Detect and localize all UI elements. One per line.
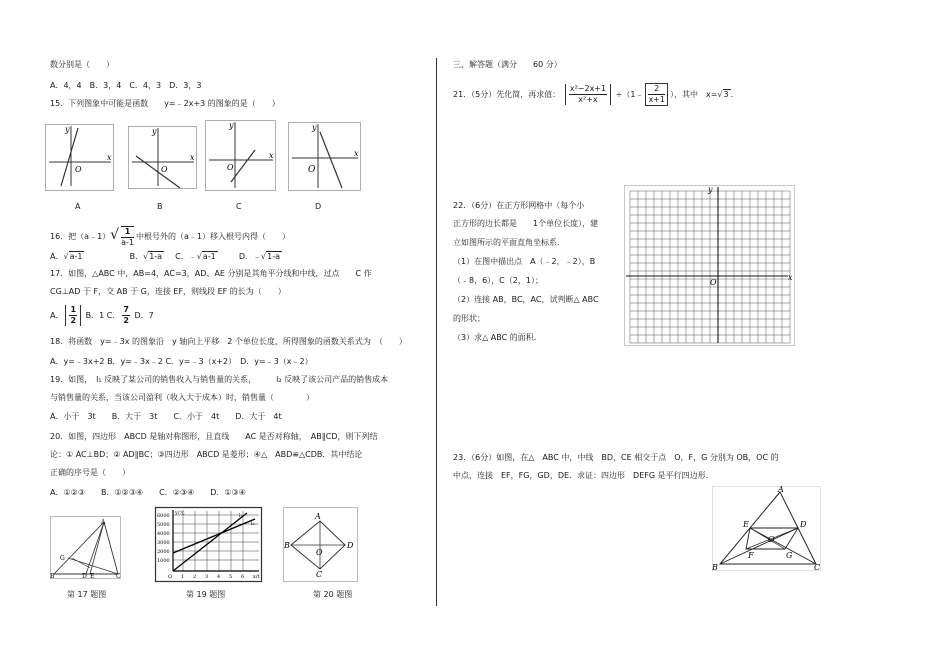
- fig19-xtick: 1: [181, 574, 185, 580]
- q21-value: 3: [723, 90, 729, 99]
- q21-fraction: $\frac{\text{x²−2x+1}}{\text{x²+x}}$: [565, 84, 611, 105]
- q16-opt-a-label: A．: [50, 252, 64, 261]
- fig17-label-d: D: [82, 573, 87, 580]
- q15-graph-b: [128, 122, 198, 192]
- q15-stem: 15．下列图象中可能是函数 y=﹣2x+3 的图象的是（ ）: [50, 99, 280, 108]
- fig20-caption: 第 20 题图: [313, 590, 353, 599]
- fig23-label-e: E: [743, 520, 749, 529]
- fig20-label-o: O: [316, 548, 323, 557]
- q16-den: a-1: [121, 237, 134, 247]
- grid-y-label: y: [708, 185, 713, 194]
- axis-y-label: y: [65, 125, 70, 134]
- origin-label: O: [161, 165, 168, 174]
- column-divider: [436, 58, 437, 606]
- q17-opt-a: A．: [50, 311, 64, 320]
- axis-x-label: x: [107, 153, 112, 162]
- axis-x-label: x: [190, 153, 195, 162]
- q22-line: 正方形的边长都是 1个单位长度），建: [453, 219, 599, 228]
- fig19-ytick: 6000: [157, 513, 170, 519]
- fig19-xtick: 3: [205, 574, 209, 580]
- fig17-label-g: G: [60, 555, 65, 562]
- q17-frac-a: $\frac{1}{2}$: [65, 305, 81, 326]
- q16-opt-b-label: B．: [129, 252, 144, 261]
- fig17-caption: 第 17 题图: [67, 590, 107, 599]
- figure-23: [712, 486, 822, 572]
- fig19-ylabel: y/元: [175, 510, 185, 516]
- axis-y-label: y: [152, 127, 157, 136]
- q20-options: A．①②③ B．①②③④ C．②③④ D．①③④: [50, 488, 246, 497]
- q22-line: （1）在图中描出点 A（﹣2，﹣2），B: [453, 257, 596, 266]
- q22-coordinate-grid: [624, 185, 796, 347]
- q16-opt-a-radicand: a-1: [69, 252, 83, 261]
- q23-line2: 中点，连接 EF，FG，GD，DE．求证：四边形 DEFG 是平行四边形．: [453, 471, 714, 480]
- fig19-line-l1: l₁: [239, 513, 243, 519]
- fig23-label-a: A: [778, 485, 784, 494]
- fig23-label-f: F: [748, 551, 754, 560]
- q15-graph-d: [288, 118, 362, 192]
- fig23-label-g: G: [786, 551, 793, 560]
- fig20-label-b: B: [284, 541, 290, 550]
- fig19-ytick: 5000: [157, 522, 170, 528]
- fig19-xtick: 4: [217, 574, 221, 580]
- q22-line: （3）求△ ABC 的面积．: [453, 333, 542, 342]
- q17-opt-d: D．7: [134, 311, 154, 320]
- figure-17: [50, 516, 122, 580]
- fig19-caption: 第 19 题图: [186, 590, 226, 599]
- fig19-xtick: 6: [241, 574, 245, 580]
- q16-opt-c-label: C．﹣: [175, 252, 197, 261]
- fig23-label-o: O: [768, 535, 775, 544]
- q19-options: A．小于 3t B．大于 3t C．小于 4t D．大于 4t: [50, 412, 282, 421]
- fig19-ytick: 4000: [157, 531, 170, 537]
- q21-div: ÷（1﹣: [615, 90, 644, 99]
- fig19-ytick: 3000: [157, 540, 170, 546]
- q16-stem: 16．把（a﹣1）√ $\frac{1}{a-1}$ 中根号外的（a﹣1）移入根号内得（ ）: [50, 226, 290, 247]
- q18-options: A．y=﹣3x+2 B．y=﹣3x﹣2 C．y=﹣3（x+2） D．y=﹣3（x﹣2）: [50, 357, 313, 366]
- q16-opt-b-radicand: 1-a: [149, 252, 163, 261]
- q21: 21．（5分）先化简，再求值： $\frac{\text{x²−2x+1}}{\text{x²+x}}$ ÷（1﹣ $\frac{2}{x+1}$ ），其中 x=√3 ．: [453, 84, 739, 104]
- q20-line3: 正确的序号是（ ）: [50, 468, 130, 477]
- q17-options: [50, 304, 154, 328]
- q16-stem-a: 16．把（a﹣1）: [50, 232, 111, 241]
- fig20-label-d: D: [347, 541, 354, 550]
- q15-label-d: D: [315, 202, 322, 211]
- fig20-label-c: C: [316, 570, 323, 579]
- fig19-ytick: 2000: [157, 549, 170, 555]
- q19-line2: 与销售量的关系，当该公司盈利（收入大于成本）时，销售量（ ）: [50, 393, 314, 402]
- q15-label-c: C: [236, 202, 242, 211]
- q20-line2: 论：① AC⊥BD；② AD∥BC；③四边形 ABCD 是菱形；④△ ABD≌△CDB．其中结论: [50, 450, 363, 459]
- fig17-label-c: C: [116, 573, 121, 580]
- figure-20: [283, 507, 359, 583]
- q22-line: 22．（6分）在正方形网格中（每个小: [453, 201, 585, 210]
- fig19-ytick: 1000: [157, 558, 170, 564]
- q21-fraction2: $\frac{2}{x+1}$: [645, 83, 668, 106]
- fig19-xlabel: x/t: [253, 574, 260, 580]
- q22-line: 的形状；: [453, 314, 485, 323]
- figure-19: [155, 507, 263, 583]
- q22-line: （﹣8，6），C（2，1）；: [453, 276, 543, 285]
- q19-line1: 19．如图， l₁ 反映了某公司的销售收入与销售量的关系， l₂ 反映了该公司产品的销售成本: [50, 375, 389, 384]
- fig23-label-c: C: [814, 563, 821, 572]
- grid-x-label: x: [788, 273, 793, 282]
- q17-opt-b: B．1: [85, 311, 105, 320]
- fig19-origin: O: [168, 574, 173, 580]
- q16-opt-d-label: D．﹣: [238, 252, 262, 261]
- axis-y-label: y: [312, 123, 317, 132]
- q23-line1: 23．（6分）如图，在△ ABC 中，中线 BD，CE 相交于点 O，F，G 分别为 OB，OC 的: [453, 453, 779, 462]
- q17-line2: CG⊥AD 于 F，交 AB 于 G，连接 EF，则线段 EF 的长为（ ）: [50, 287, 286, 296]
- fig20-label-a: A: [315, 512, 321, 521]
- q16-opt-d-radicand: 1-a: [267, 252, 281, 261]
- fig17-label-b: B: [50, 573, 55, 580]
- q21-condition: ），其中 x=: [669, 90, 718, 99]
- q16-opt-c-radicand: a-1: [202, 252, 216, 261]
- q15-label-a: A: [75, 202, 81, 211]
- fig23-label-d: D: [800, 520, 807, 529]
- q14-options: A．4，4 B．3，4 C．4，3 D．3，3: [50, 81, 202, 90]
- q14-tail: 数分别是（ ）: [50, 60, 114, 69]
- grid-origin-label: O: [710, 278, 717, 287]
- q22-line: 立如图所示的平面直角坐标系．: [453, 238, 565, 247]
- origin-label: O: [227, 163, 234, 172]
- fig19-xtick: 2: [193, 574, 197, 580]
- q16-options: A．√a-1 B．√1-a C．﹣√a-1 D．﹣√1-a: [50, 252, 281, 261]
- fig19-xtick: 5: [229, 574, 233, 580]
- q20-line1: 20．如图，四边形 ABCD 是轴对称图形，且直线 AC 是否对称轴， AB∥CD，则下列结: [50, 432, 378, 441]
- fig23-label-b: B: [712, 563, 718, 572]
- q17-line1: 17．如图，△ABC 中，AB=4，AC=3，AD、AE 分别是其角平分线和中线，过点 C 作: [50, 269, 372, 278]
- axis-x-label: x: [354, 149, 359, 158]
- fig17-label-a: A: [101, 519, 106, 526]
- q17-opt-c: C．: [106, 311, 121, 320]
- q22-line: （2）连接 AB，BC，AC，试判断△ ABC: [453, 295, 599, 304]
- axis-x-label: x: [269, 151, 274, 160]
- fig17-label-e: E: [90, 573, 95, 580]
- section-title: 三、解答题（满分 60 分）: [453, 60, 562, 69]
- q15-graph-c: [205, 116, 277, 192]
- q16-num: 1: [121, 227, 134, 238]
- axis-y-label: y: [229, 121, 234, 130]
- q16-stem-b: 中根号外的（a﹣1）移入根号内得（ ）: [135, 232, 290, 241]
- q16-fraction: [121, 226, 134, 248]
- q17-frac-c: $\frac{7}{2}$: [123, 305, 129, 325]
- q15-graph-a: [45, 120, 115, 192]
- origin-label: O: [75, 165, 82, 174]
- q21-intro: 21．（5分）先化简，再求值：: [453, 90, 561, 99]
- q15-label-b: B: [157, 202, 163, 211]
- q18-line1: 18．将函数 y=﹣3x 的图象沿 y 轴向上平移 2 个单位长度，所得图象的函数关系式为 （ ）: [50, 337, 407, 346]
- fig19-line-l2: l₂: [251, 521, 255, 527]
- origin-label: O: [308, 165, 316, 175]
